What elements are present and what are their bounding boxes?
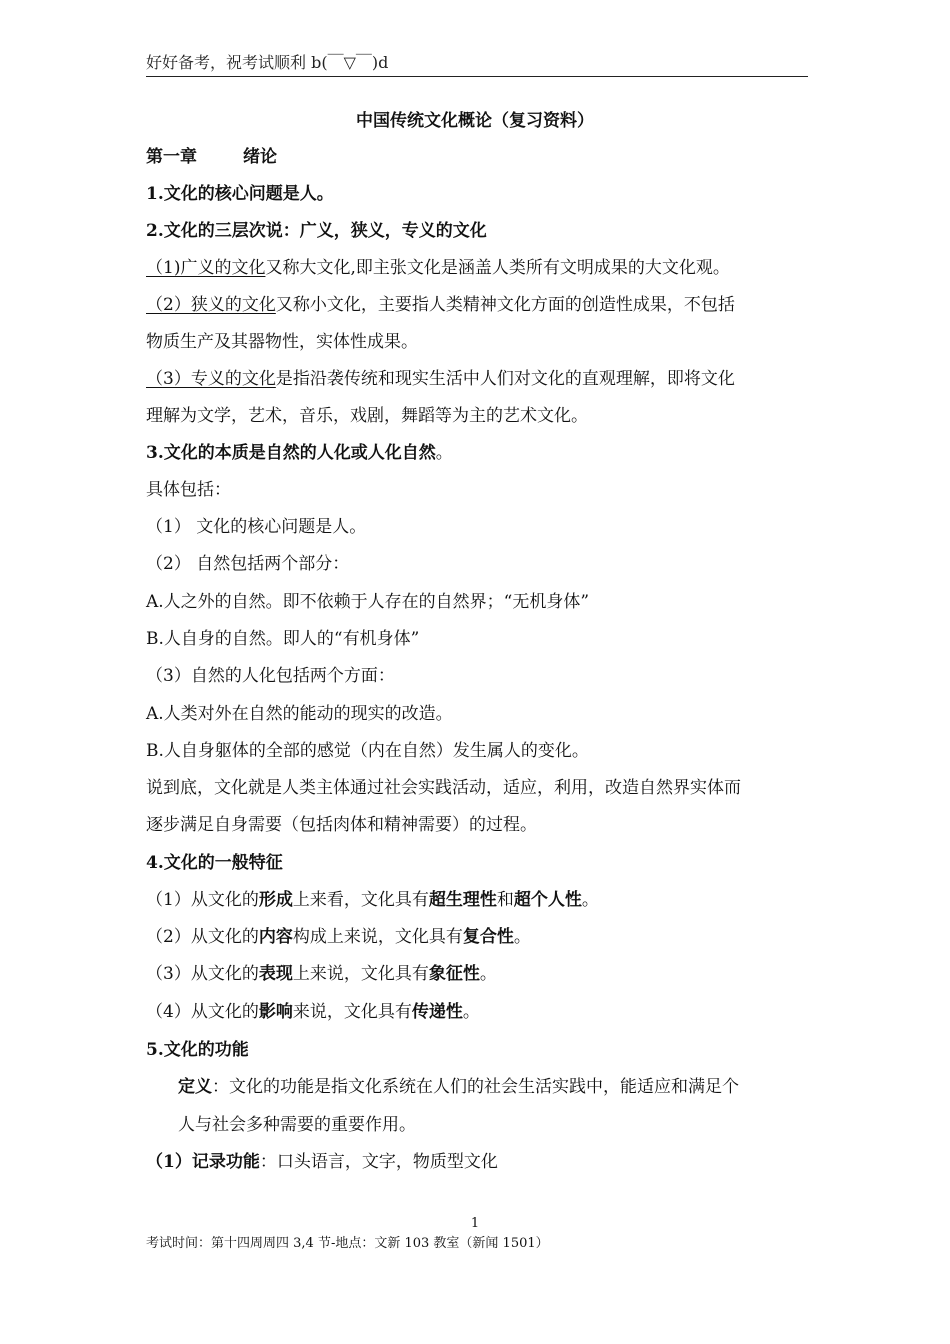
record-function-text: ：口头语言，文字，物质型文化 [259, 1152, 498, 1172]
text-run: 构成上来说，文化具有 [292, 927, 463, 947]
function-definition [178, 1076, 848, 1098]
text-run: 。 [513, 927, 531, 947]
bold-run: 超生理性 [428, 890, 497, 910]
text-line: B.人自身躯体的全部的感觉（内在自然）发生属人的变化。 [146, 741, 589, 761]
text-run: 。 [479, 964, 497, 984]
chapter-name: 绪论 [243, 147, 277, 167]
function-definition-cont: 人与社会多种需要的重要作用。 [178, 1115, 416, 1135]
text-line: A.人类对外在自然的能动的现实的改造。 [146, 704, 453, 724]
definition-label: 定义 [178, 1077, 212, 1097]
section-4-heading: 4.文化的一般特征 [146, 853, 283, 873]
chapter-heading [146, 146, 816, 168]
paragraph-narrow-culture [146, 294, 816, 316]
bold-run: 影响 [258, 1002, 293, 1022]
text-line: A.人之外的自然。即不依赖于人存在的自然界；“无机身体” [146, 592, 590, 612]
section-5-heading: 5.文化的功能 [146, 1040, 249, 1060]
paragraph-narrow-culture-cont: 物质生产及其器物性，实体性成果。 [146, 332, 418, 352]
feature-item-1 [146, 889, 816, 911]
paragraph-text: 是指沿袭传统和现实生活中人们对文化的直观理解，即将文化 [275, 369, 735, 389]
page-footer: 考试时间：第十四周周四 3,4 节-地点：文新 103 教室（新闻 1501） [146, 1236, 549, 1251]
section-3-heading [146, 442, 816, 464]
section-2-heading: 2.文化的三层次说：广义，狭义，专义的文化 [146, 221, 487, 241]
bold-run: 表现 [258, 964, 293, 984]
document-title: 中国传统文化概论（复习资料） [356, 111, 594, 131]
text-run: （1）从文化的 [146, 890, 259, 910]
paragraph-special-culture [146, 368, 816, 390]
section-3-tail: 。 [435, 443, 453, 463]
text-run: （3）从文化的 [146, 964, 259, 984]
bold-run: 超个人性 [513, 890, 582, 910]
text-line: （1） 文化的核心问题是人。 [146, 517, 367, 537]
text-line: （2） 自然包括两个部分： [146, 554, 350, 574]
section-3-bold: 3.文化的本质是自然的人化或人化自然 [146, 443, 436, 463]
paragraph-text: 又称大文化,即主张文化是涵盖人类所有文明成果的大文化观。 [265, 258, 730, 278]
header-text: 好好备考，祝考试顺利 b(￣▽￣)d [146, 53, 389, 72]
feature-item-3 [146, 963, 816, 985]
definition-text: ：文化的功能是指文化系统在人们的社会生活实践中，能适应和满足个 [212, 1077, 739, 1097]
text-run: 上来看，文化具有 [292, 890, 429, 910]
text-line: （3）自然的人化包括两个方面： [146, 666, 395, 686]
term-broad-culture: （1)广义的文化 [146, 258, 266, 278]
record-function [146, 1151, 816, 1173]
term-special-culture: （3）专义的文化 [146, 369, 276, 389]
text-line: 说到底，文化就是人类主体通过社会实践活动，适应，利用，改造自然界实体而 [146, 778, 741, 798]
feature-item-4 [146, 1001, 816, 1023]
bold-run: 形成 [258, 890, 293, 910]
page-header [146, 52, 808, 77]
feature-item-2 [146, 926, 816, 948]
text-line: 逐步满足自身需要（包括肉体和精神需要）的过程。 [146, 815, 537, 835]
paragraph-broad-culture [146, 257, 816, 279]
record-function-label: （1）记录功能 [146, 1152, 260, 1172]
bold-run: 复合性 [462, 927, 514, 947]
chapter-number: 第一章 [146, 147, 197, 167]
section-1-heading: 1.文化的核心问题是人。 [146, 184, 334, 204]
text-run: （2）从文化的 [146, 927, 259, 947]
text-run: （4）从文化的 [146, 1002, 259, 1022]
page-number: 1 [470, 1216, 480, 1231]
text-run: 上来说，文化具有 [292, 964, 429, 984]
bold-run: 象征性 [428, 964, 480, 984]
bold-run: 传递性 [411, 1002, 463, 1022]
bold-run: 内容 [258, 927, 293, 947]
paragraph-text: 又称小文化，主要指人类精神文化方面的创造性成果，不包括 [275, 295, 735, 315]
text-line: 具体包括： [146, 480, 231, 500]
text-run: 和 [496, 890, 514, 910]
text-run: 。 [581, 890, 599, 910]
text-run: 来说，文化具有 [292, 1002, 412, 1022]
term-narrow-culture: （2）狭义的文化 [146, 295, 276, 315]
text-run: 。 [462, 1002, 480, 1022]
paragraph-special-culture-cont: 理解为文学，艺术，音乐，戏剧，舞蹈等为主的艺术文化。 [146, 406, 588, 426]
text-line: B.人自身的自然。即人的“有机身体” [146, 629, 420, 649]
